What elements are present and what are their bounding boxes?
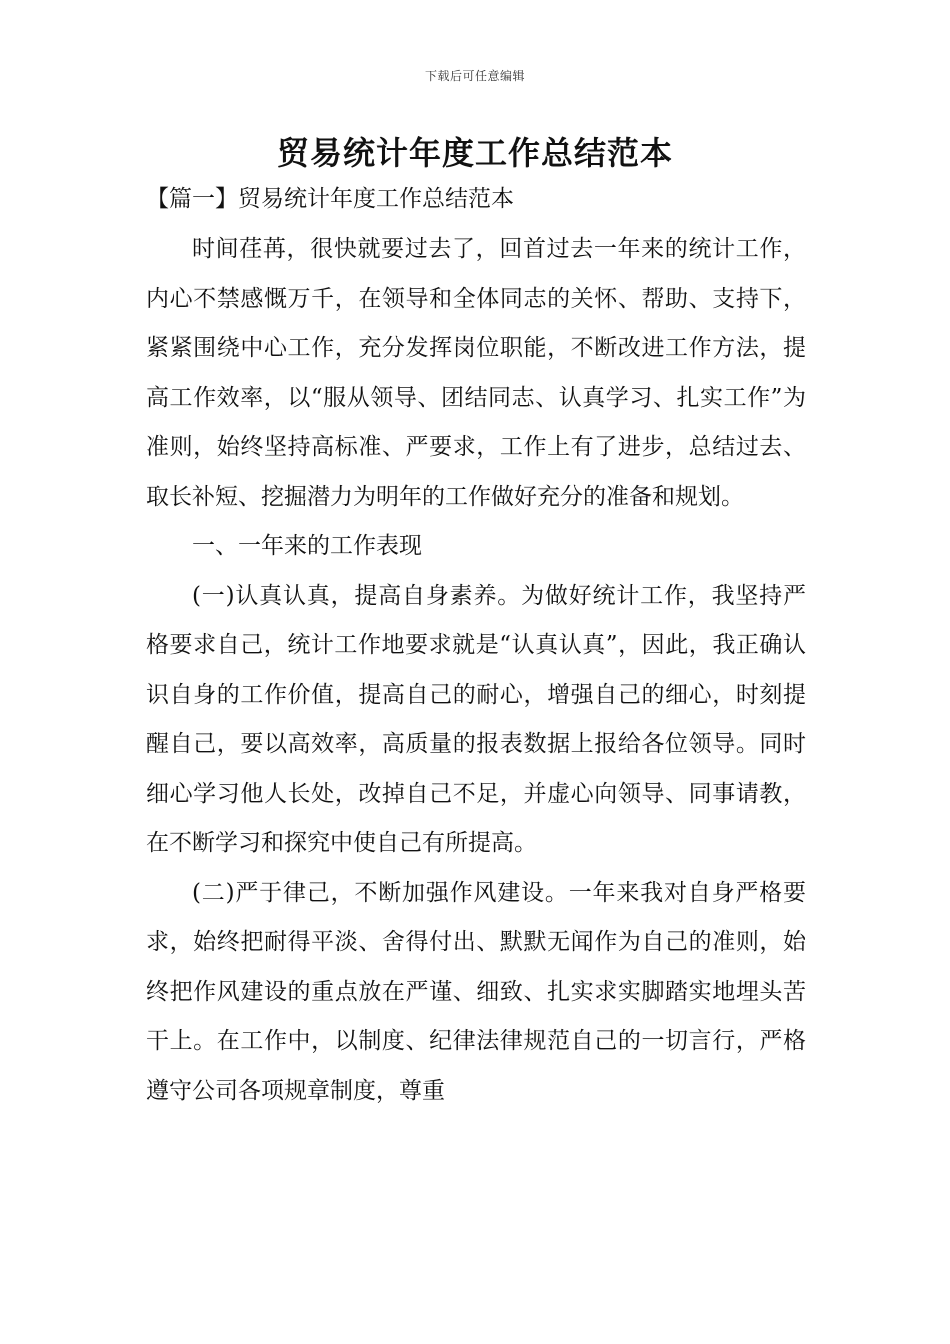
paragraph-point-two: (二)严于律己，不断加强作风建设。一年来我对自身严格要求，始终把耐得平淡、舍得付出、默默无闻作为自己的准则，始终把作风建设的重点放在严谨、细致、扎实求实脚踏实地埋头苦干上。在工作中，以制度、纪律法律规范自己的一切言行，严格遵守公司各项规章制度，尊重 <box>146 879 806 1104</box>
section-heading: 【篇一】贸易统计年度工作总结范本 <box>146 186 514 212</box>
header-note: 下载后可任意编辑 <box>424 69 525 83</box>
document-title: 贸易统计年度工作总结范本 <box>276 134 673 172</box>
paragraph-intro: 时间荏苒，很快就要过去了，回首过去一年来的统计工作，内心不禁感慨万千，在领导和全体同志的关怀、帮助、支持下，紧紧围绕中心工作，充分发挥岗位职能，不断改进工作方法，提高工作效率，以“服从领导、团结同志、认真学习、扎实工作”为准则，始终坚持高标准、严要求，工作上有了进步，总结过去、取长补短、挖掘潜力为明年的工作做好充分的准备和规划。 <box>146 236 806 510</box>
subheading-work-performance: 一、一年来的工作表现 <box>192 533 422 559</box>
document-body <box>146 225 806 1116</box>
paragraph-point-one: (一)认真认真，提高自身素养。为做好统计工作，我坚持严格要求自己，统计工作地要求就是“认真认真”，因此，我正确认识自身的工作价值，提高自己的耐心，增强自己的细心，时刻提醒自己，要以高效率，高质量的报表数据上报给各位领导。同时细心学习他人长处，改掉自己不足，并虚心向领导、同事请教，在不断学习和探究中使自己有所提高。 <box>146 582 806 856</box>
